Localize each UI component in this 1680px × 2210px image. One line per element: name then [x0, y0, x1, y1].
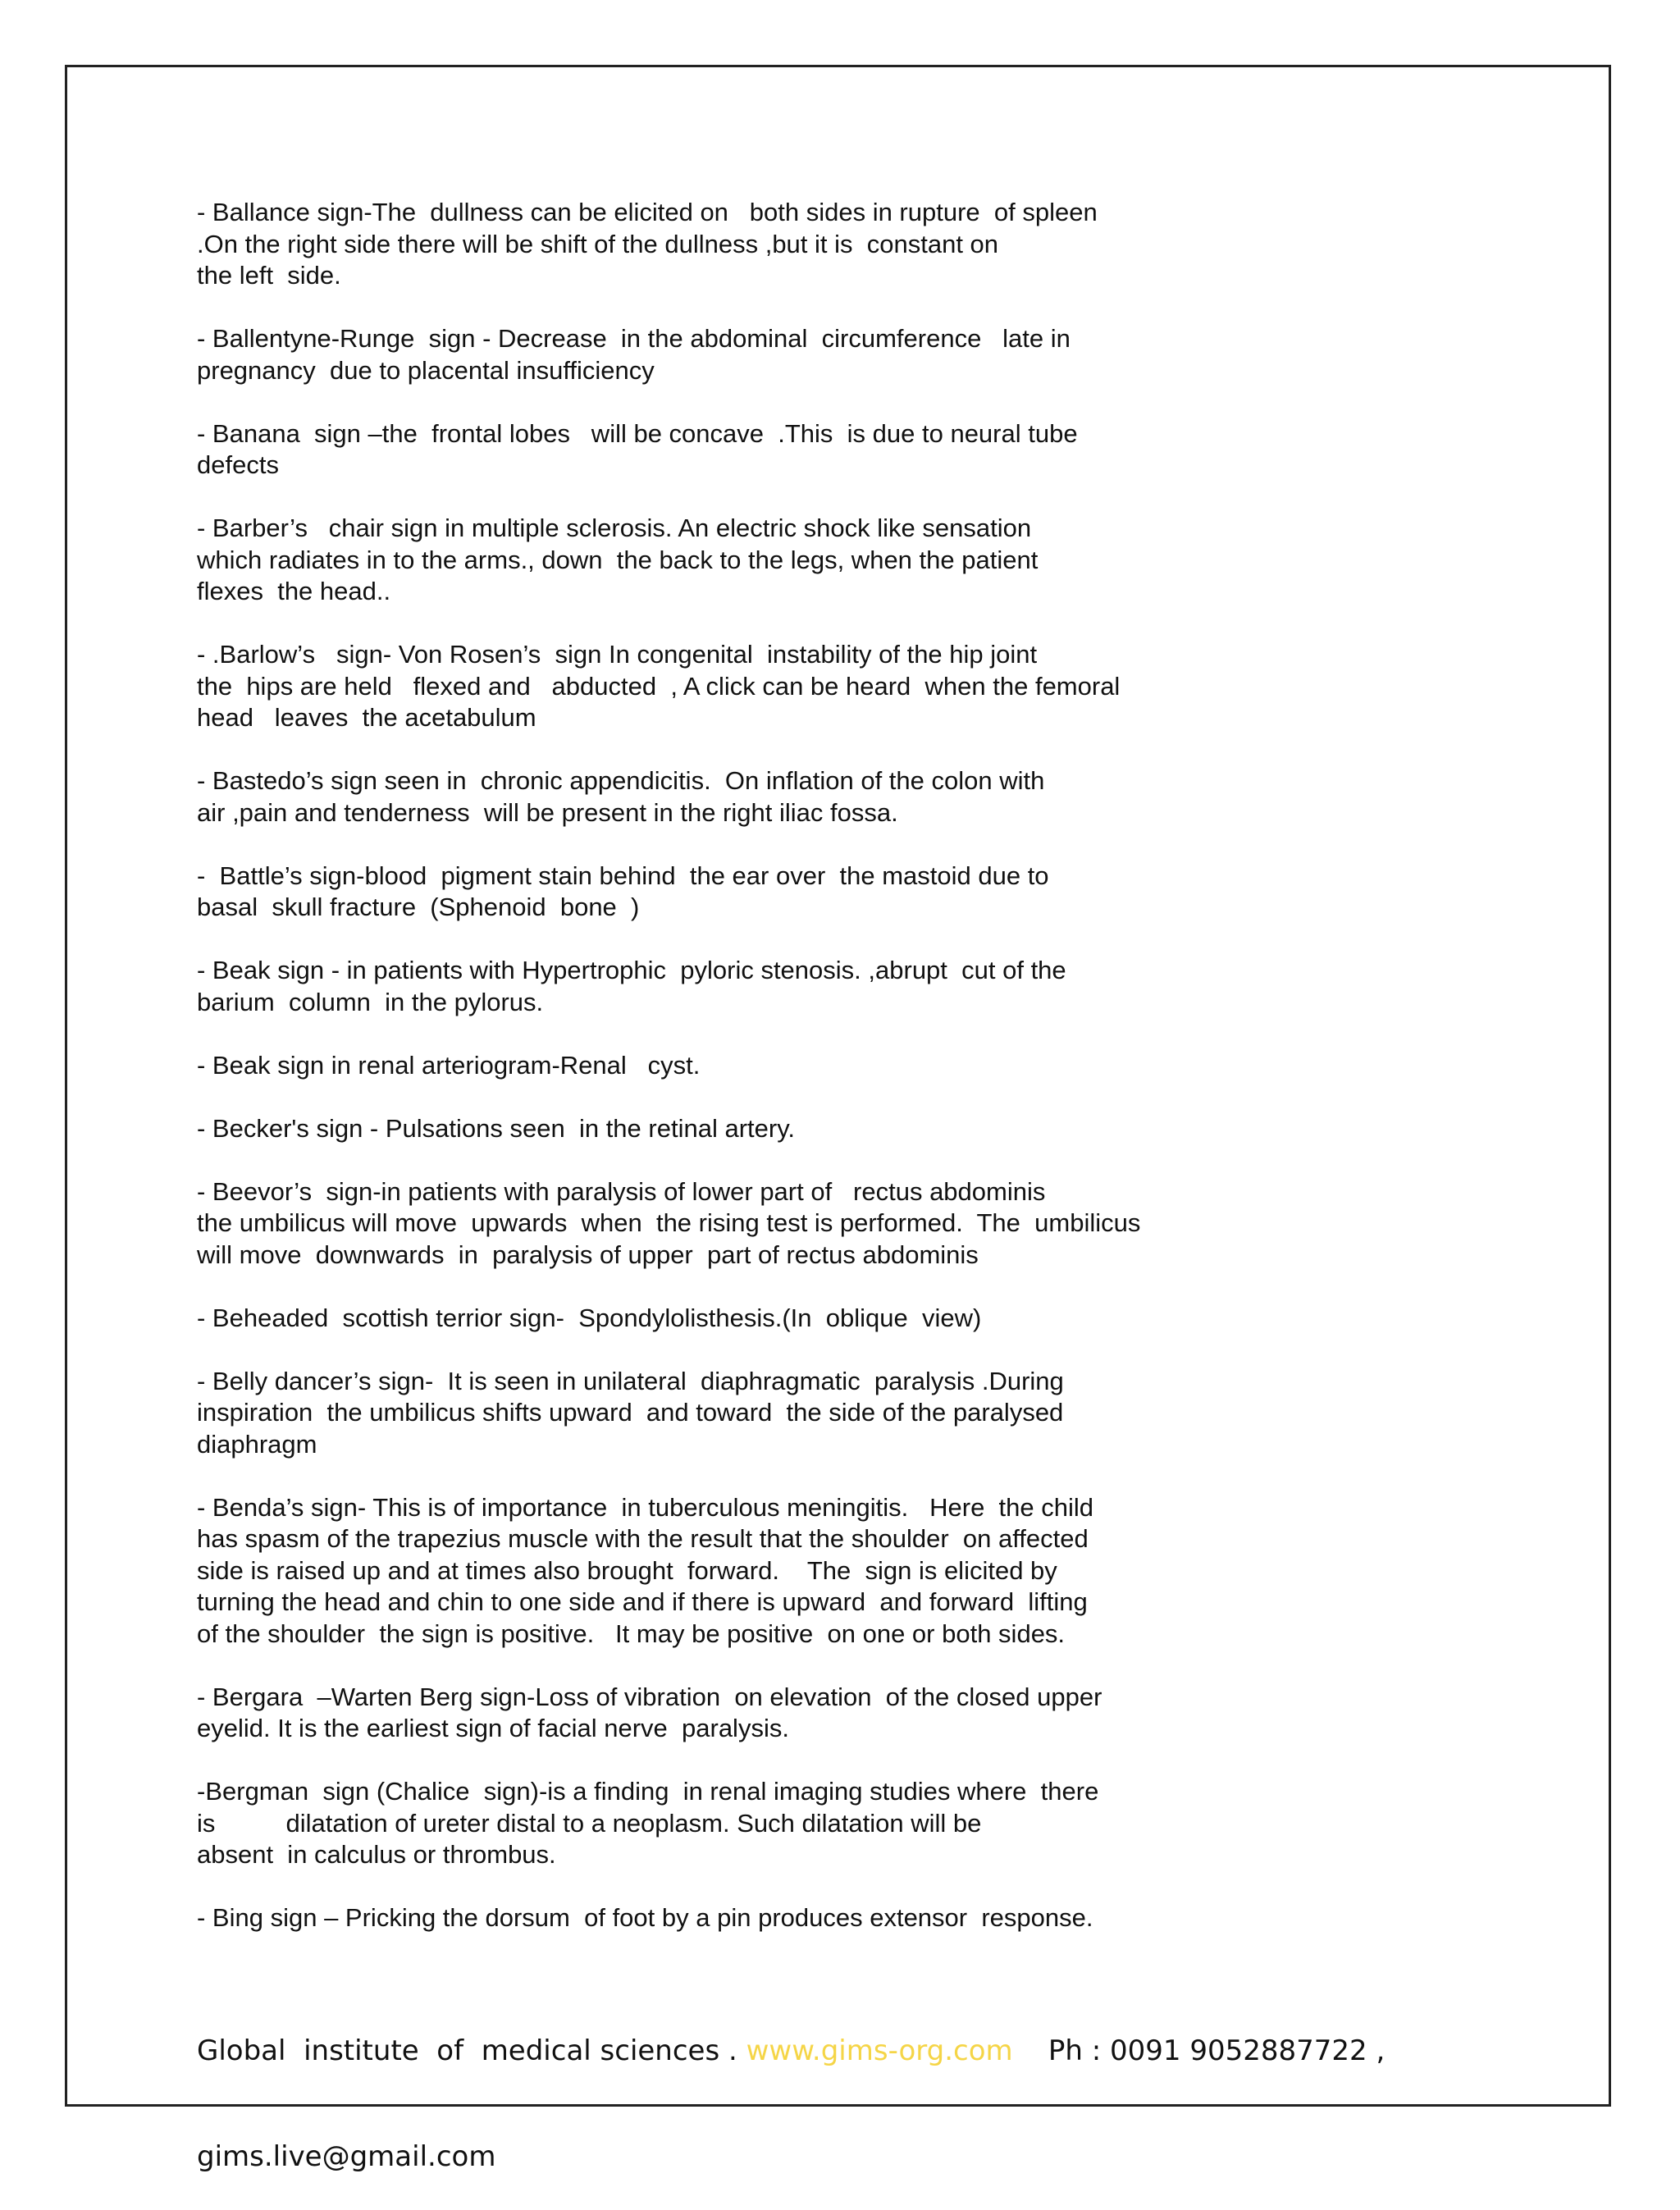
entry-line: the umbilicus will move upwards when the rising test is performed. The umbilicus [197, 1208, 1141, 1237]
footer [197, 1963, 1385, 2210]
entry-line: - Barber’s chair sign in multiple sclerosis. An electric shock like sensation [197, 514, 1032, 542]
sign-entry [197, 1492, 1444, 1651]
entry-line: is dilatation of ureter distal to a neoplasm. Such dilatation will be [197, 1808, 982, 1838]
sign-entry [197, 1776, 1444, 1871]
sign-entry [197, 513, 1444, 608]
sign-entry [197, 197, 1444, 292]
sign-entry [197, 1902, 1444, 1934]
entry-line: turning the head and chin to one side and if there is upward and forward lifting [197, 1587, 1088, 1616]
footer-org: Global institute of medical sciences . [197, 2034, 746, 2067]
entry-line: - Battle’s sign-blood pigment stain behind the ear over the mastoid due to [197, 861, 1049, 890]
entry-line: of the shoulder the sign is positive. It may be positive on one or both sides. [197, 1619, 1066, 1648]
entry-line: inspiration the umbilicus shifts upward and toward the side of the paralysed [197, 1398, 1064, 1427]
entry-line: has spasm of the trapezius muscle with the result that the shoulder on affected [197, 1524, 1089, 1553]
entry-line: eyelid. It is the earliest sign of facial nerve paralysis. [197, 1714, 789, 1742]
entry-line: - Beevor’s sign-in patients with paralysis of lower part of rectus abdominis [197, 1176, 1046, 1206]
entry-line: - Beak sign in renal arteriogram-Renal cyst. [197, 1050, 701, 1080]
sign-entry [197, 1303, 1444, 1335]
entry-line: will move downwards in paralysis of upper part of rectus abdominis [197, 1240, 979, 1269]
sign-entry [197, 861, 1444, 924]
sign-entry [197, 639, 1444, 734]
footer-email: gims.live@gmail.com [197, 2140, 496, 2173]
sign-entry [197, 1050, 1444, 1082]
entry-line: flexes the head.. [197, 577, 391, 605]
entry-line: barium column in the pylorus. [197, 987, 544, 1016]
entry-line: - Ballance sign-The dullness can be elicited on both sides in rupture of spleen [197, 198, 1098, 226]
sign-entry [197, 765, 1444, 829]
entry-line: - Banana sign –the frontal lobes will be concave .This is due to neural tube [197, 418, 1078, 448]
entry-line: the left side. [197, 261, 341, 290]
sign-entry [197, 1682, 1444, 1745]
sign-entry [197, 1113, 1444, 1145]
entry-line: - Bergara –Warten Berg sign-Loss of vibration on elevation of the closed upper [197, 1682, 1102, 1711]
entry-line: - .Barlow’s sign- Von Rosen’s sign In congenital instability of the hip joint [197, 640, 1038, 669]
entry-line: pregnancy due to placental insufficiency [197, 355, 655, 385]
entry-line: - Bing sign – Pricking the dorsum of foot by a pin produces extensor response. [197, 1903, 1093, 1932]
entry-line: which radiates in to the arms., down the back to the legs, when the patient [197, 545, 1039, 574]
sign-entry [197, 323, 1444, 386]
sign-entry [197, 1366, 1444, 1461]
entry-line: - Beak sign - in patients with Hypertrophic pyloric stenosis. ,abrupt cut of the [197, 956, 1066, 984]
sign-entry [197, 1176, 1444, 1272]
entry-line: diaphragm [197, 1429, 317, 1459]
footer-phone: Ph : 0091 9052887722 , [1012, 2034, 1386, 2067]
entry-line: head leaves the acetabulum [197, 703, 536, 732]
entry-line: - Becker's sign - Pulsations seen in the retinal artery. [197, 1113, 795, 1143]
footer-line-1 [197, 2034, 1385, 2069]
entry-line: side is raised up and at times also brought forward. The sign is elicited by [197, 1555, 1057, 1585]
entry-line: - Beheaded scottish terrior sign- Spondylolisthesis.(In oblique view) [197, 1303, 982, 1332]
entry-line: air ,pain and tenderness will be present in the right iliac fossa. [197, 797, 898, 827]
sign-entry [197, 418, 1444, 482]
document-body [197, 197, 1444, 1966]
entry-line: defects [197, 450, 279, 479]
sign-entry [197, 955, 1444, 1018]
entry-line: - Ballentyne-Runge sign - Decrease in the abdominal circumference late in [197, 324, 1071, 353]
entry-line: - Belly dancer’s sign- It is seen in unilateral diaphragmatic paralysis .During [197, 1366, 1064, 1395]
entry-line: - Bastedo’s sign seen in chronic appendicitis. On inflation of the colon with [197, 766, 1045, 795]
entry-line: -Bergman sign (Chalice sign)-is a finding in renal imaging studies where there [197, 1777, 1099, 1806]
entry-line: - Benda’s sign- This is of importance in tuberculous meningitis. Here the child [197, 1492, 1093, 1522]
entry-line: .On the right side there will be shift of the dullness ,but it is constant on [197, 229, 999, 258]
footer-website-link[interactable]: www.gims-org.com [746, 2034, 1013, 2067]
entry-line: the hips are held flexed and abducted , A click can be heard when the femoral [197, 671, 1121, 701]
entry-line: absent in calculus or thrombus. [197, 1840, 556, 1869]
entry-line: basal skull fracture (Sphenoid bone ) [197, 893, 640, 921]
